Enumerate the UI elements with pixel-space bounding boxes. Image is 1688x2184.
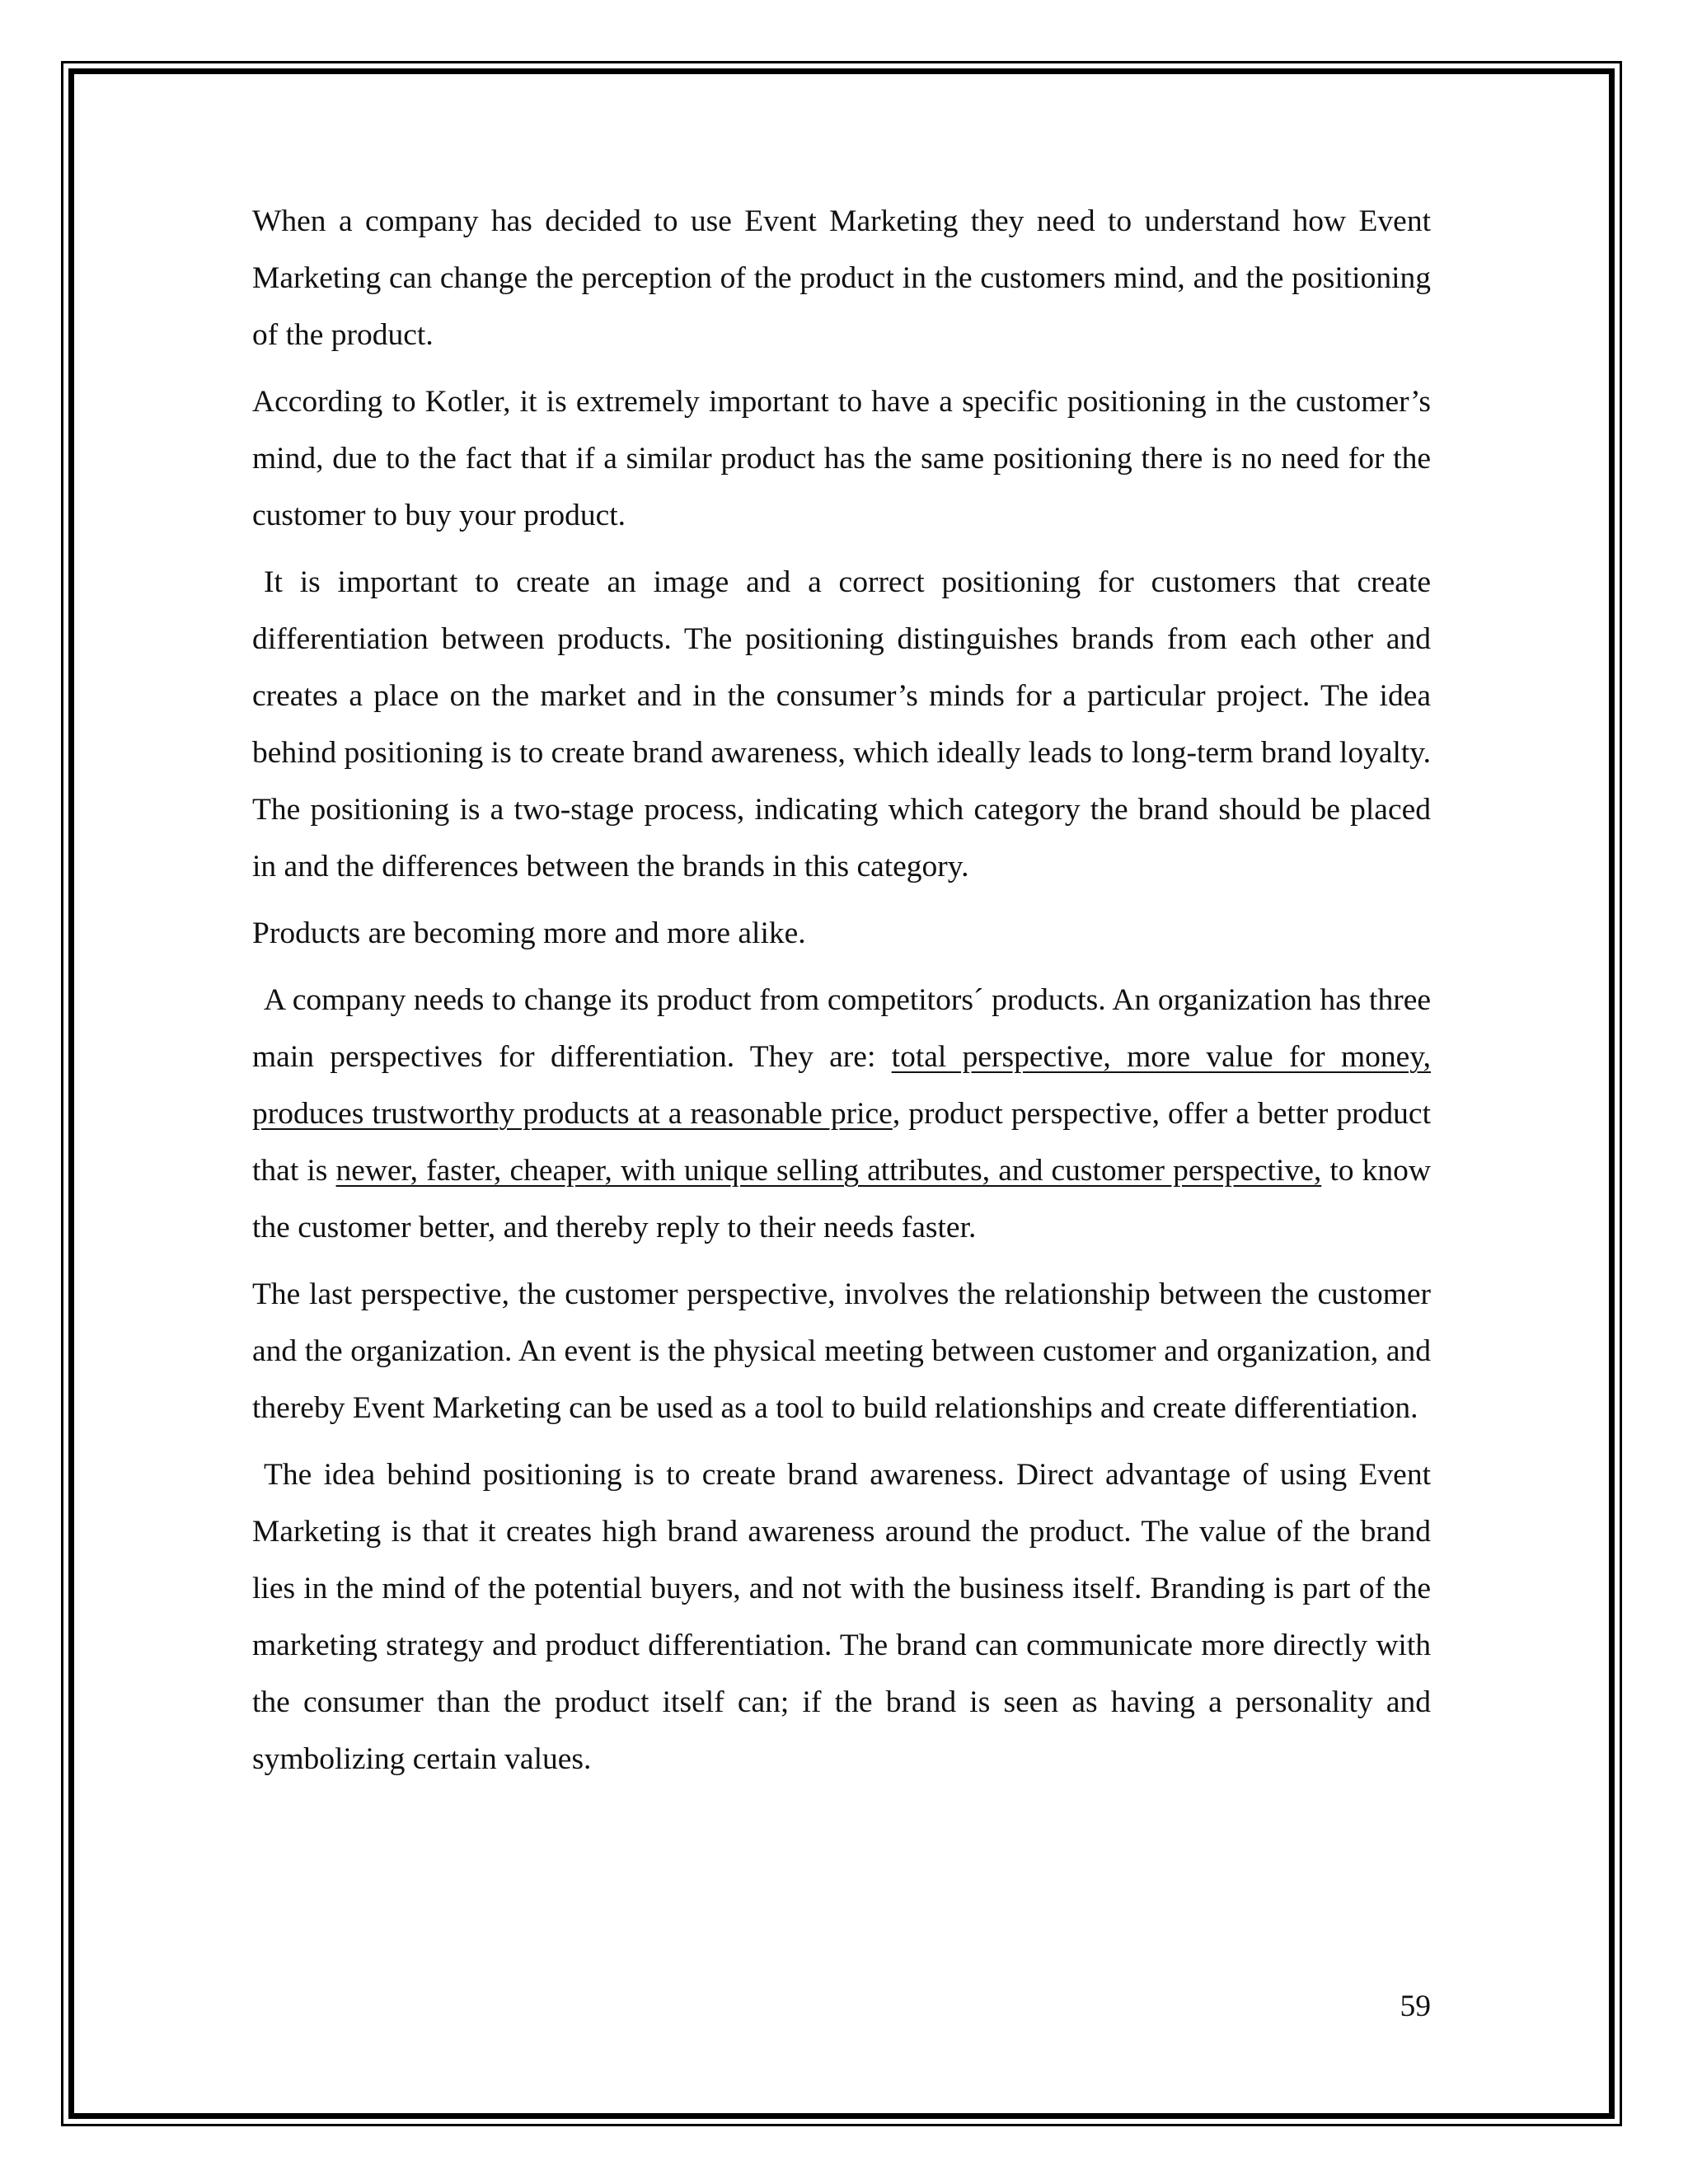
perspectives-underline-1: total perspective, more value for money, produces trustworthy products at a reasonable price <box>252 1040 1431 1131</box>
paragraph-event-marketing-intro: When a company has decided to use Event Marketing they need to understand how Event Marketing can change the perception of the product in the customers mind, and the positioning of the product. <box>252 204 1431 352</box>
page-number: 59 <box>1400 1990 1431 2023</box>
paragraph-kotler-positioning: According to Kotler, it is extremely important to have a specific positioning in the customer’s mind, due to the fact that if a similar product has the same positioning there is no need for the customer to buy your product. <box>252 385 1431 532</box>
paragraph-customer-perspective: The last perspective, the customer perspective, involves the relationship between the customer and the organization. An event is the physical meeting between customer and organization, and thereby Event Marketing can be used as a tool to build relationships and create differentiation. <box>252 1277 1431 1425</box>
paragraph-products-alike: Products are becoming more and more alike. <box>252 916 806 950</box>
perspectives-text-3: to know the customer better, and thereby reply to their needs faster. <box>252 1154 1432 1244</box>
paragraph-brand-awareness: The idea behind positioning is to create brand awareness. Direct advantage of using Event Marketing is that it creates high brand awareness around the product. The value of the brand lies in the mind of the potential buyers, and not with the business itself. Branding is part of the marketing strategy and product differentiation. The brand can communicate more directly with the consumer than the product itself can; if the brand is seen as having a personality and symbolizing certain values. <box>252 1458 1431 1776</box>
perspectives-text-1: A company needs to change its product from competitors´ products. An organization has three main perspectives for differentiation. They are: <box>252 983 1431 1074</box>
perspectives-text-2: , product perspective, offer a better product that is <box>252 1097 1431 1188</box>
paragraph-differentiation-perspectives <box>252 972 1431 1256</box>
perspectives-underline-2: newer, faster, cheaper, with unique selling attributes, and customer perspective, <box>335 1154 1322 1188</box>
paragraph-image-positioning: It is important to create an image and a correct positioning for customers that create differentiation between products. The positioning distinguishes brands from each other and creates a place on the market and in the consumer’s minds for a particular project. The idea behind positioning is to create brand awareness, which ideally leads to long-term brand loyalty. The positioning is a two-stage process, indicating which category the brand should be placed in and the differences between the brands in this category. <box>252 565 1431 883</box>
document-body <box>252 193 1431 1797</box>
